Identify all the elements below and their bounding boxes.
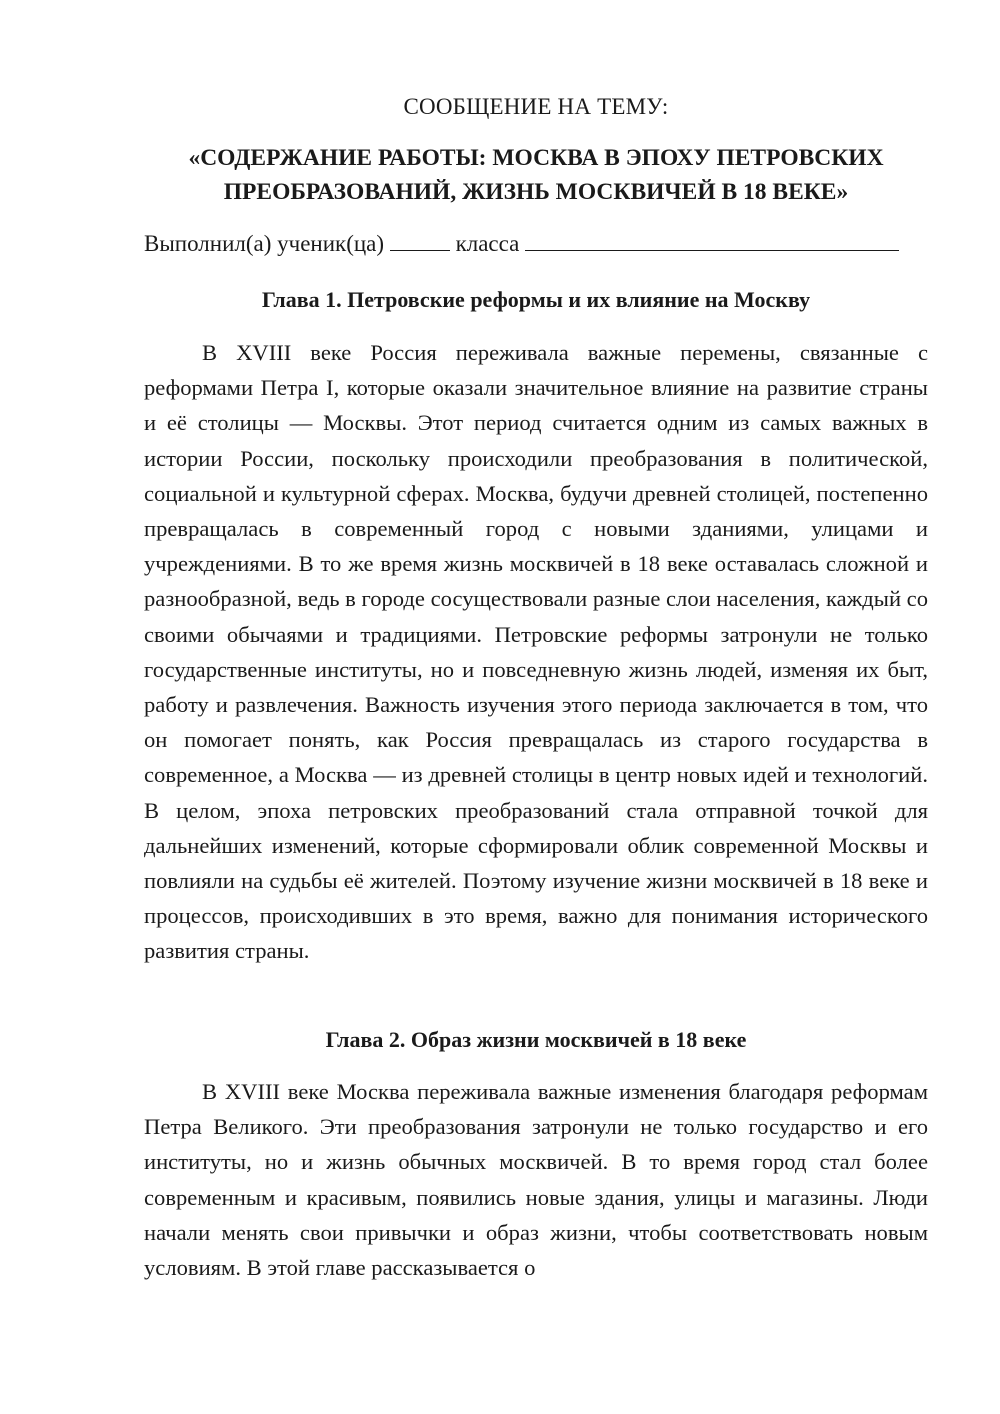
name-blank xyxy=(525,230,899,251)
author-line xyxy=(144,230,899,257)
chapter-2-title: Глава 2. Образ жизни москвичей в 18 веке xyxy=(325,1027,747,1052)
document-title: «СОДЕРЖАНИЕ РАБОТЫ: МОСКВА В ЭПОХУ ПЕТРОВСКИХ ПРЕОБРАЗОВАНИЙ, ЖИЗНЬ МОСКВИЧЕЙ В 18 ВЕКЕ» xyxy=(188,145,884,205)
class-blank xyxy=(390,230,450,251)
chapter-1-text: В XVIII веке Россия переживала важные перемены, связанные с реформами Петра I, которые оказали значительное влияние на развитие страны и её столицы — Москвы. Этот период считается одним из самых важных в истории России, поскольку происходили преобразования в политической, социальной и культурной сферах. Москва, будучи древней столицей, постепенно превращалась в современный город с новыми зданиями, улицами и учреждениями. В то же время жизнь москвичей в 18 веке оставалась сложной и разнообразной, ведь в городе сосуществовали разные слои населения, каждый со своими обычаями и традициями. Петровские реформы затронули не только государственные институты, но и повседневную жизнь людей, изменяя их быт, работу и развлечения. Важность изучения этого периода заключается в том, что он помогает понять, как Россия превращалась из старого государства в современное, а Москва — из древней столицы в центр новых идей и технологий. В целом, эпоха петровских преобразований стала отправной точкой для дальнейших изменений, которые сформировали облик современной Москвы и повлияли на судьбы её жителей. Поэтому изучение жизни москвичей в 18 веке и процессов, происходивших в это время, важно для понимания исторического развития страны. xyxy=(144,340,929,964)
author-class-label: класса xyxy=(455,231,520,256)
document-header: СООБЩЕНИЕ НА ТЕМУ: xyxy=(403,94,669,119)
chapter-2-text: В XVIII веке Москва переживала важные изменения благодаря реформам Петра Великого. Эти преобразования затронули не только государство и его институты, но и жизнь обычных москвичей. В то время город стал более современным и красивым, появились новые здания, улицы и магазины. Люди начали менять свои привычки и образ жизни, чтобы соответствовать новым условиям. В этой главе рассказывается о xyxy=(144,1079,928,1281)
author-prefix: Выполнил(а) ученик(ца) xyxy=(144,231,385,256)
chapter-1-title: Глава 1. Петровские реформы и их влияние на Москву xyxy=(261,287,811,312)
